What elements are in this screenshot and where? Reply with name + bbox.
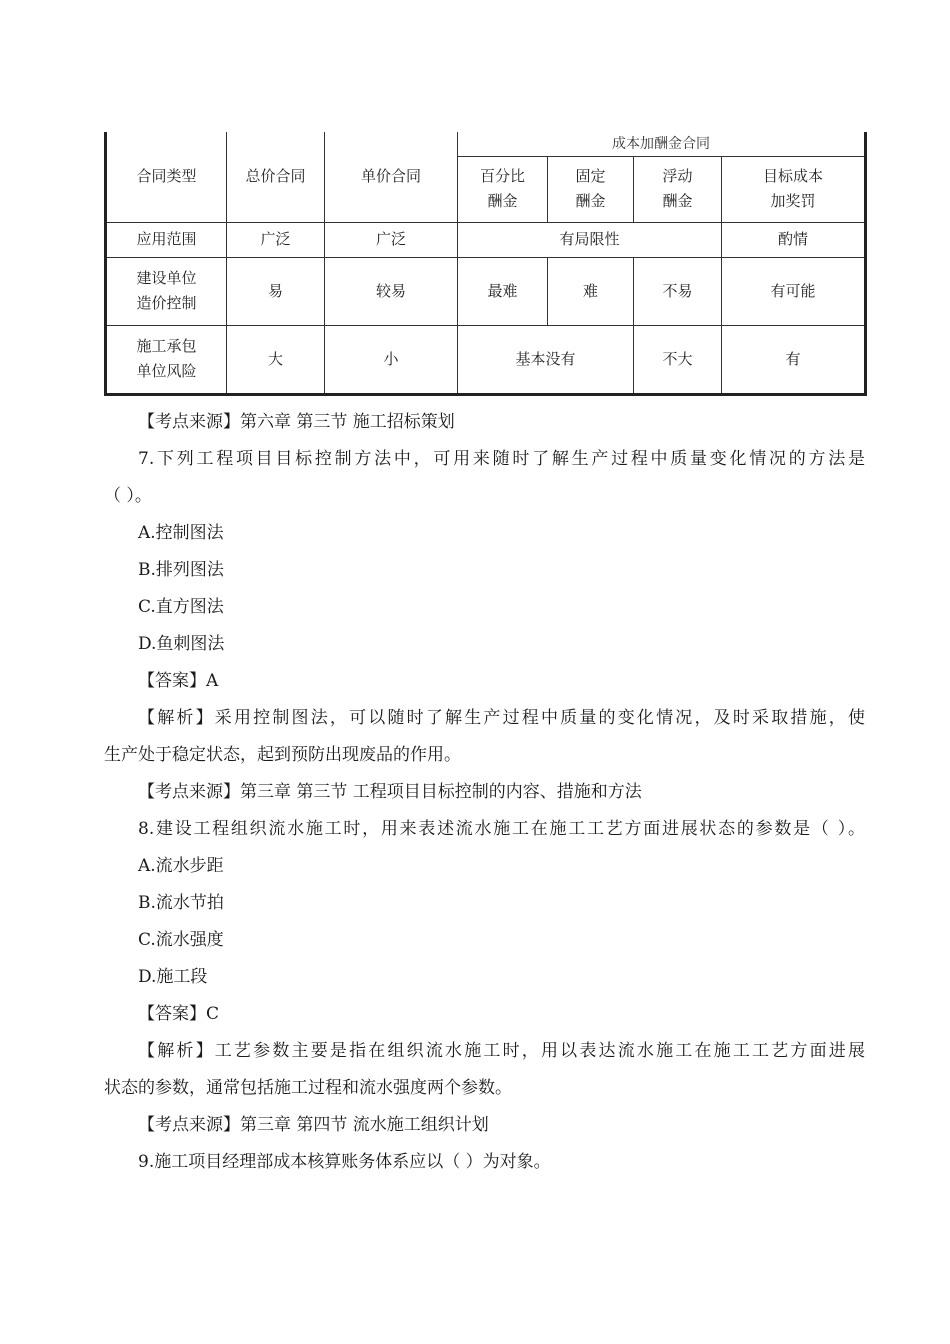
question-9: 9.施工项目经理部成本核算账务体系应以（ ）为对象。 [138,1152,551,1172]
cell: 不大 [634,325,722,394]
option-b: B.排列图法 [138,560,224,580]
option-c: C.直方图法 [138,597,224,617]
table-row [106,222,866,257]
question-8: 8.建设工程组织流水施工时，用来表述流水施工在施工工艺方面进展状态的参数是（ ）。 [138,819,865,839]
cell: 难 [548,257,634,325]
option-d: D.施工段 [138,967,208,987]
header-unit-price: 单价合同 [325,132,458,222]
cell: 不易 [634,257,722,325]
cell: 广泛 [227,222,325,257]
header-contract-type: 合同类型 [106,132,227,222]
question-7: 7.下列工程项目目标控制方法中，可用来随时了解生产过程中质量变化情况的方法是 [138,449,865,469]
option-d: D.鱼刺图法 [138,634,225,654]
explanation: 【解析】工艺参数主要是指在组织流水施工时，用以表达流水施工在施工工艺方面进展 [138,1041,865,1061]
explanation-cont: 生产处于稳定状态，起到预防出现废品的作用。 [104,745,461,765]
explanation: 【解析】采用控制图法，可以随时了解生产过程中质量的变化情况，及时采取措施，使 [138,708,865,728]
cell: 有 [722,325,866,394]
source-line: 【考点来源】第三章 第四节 流水施工组织计划 [138,1115,489,1135]
contract-comparison-table [104,132,867,396]
table-row [106,325,866,394]
cell: 小 [325,325,458,394]
option-b: B.流水节拍 [138,893,224,913]
cell: 大 [227,325,325,394]
row-label-scope: 应用范围 [106,222,227,257]
source-line: 【考点来源】第六章 第三节 施工招标策划 [138,412,455,432]
question-7-blank: （ ）。 [104,486,152,506]
option-a: A.控制图法 [138,523,224,543]
cell: 基本没有 [458,325,634,394]
row-label-cost-control: 建设单位 造价控制 [106,257,227,325]
source-line: 【考点来源】第三章 第三节 工程项目目标控制的内容、措施和方法 [138,782,642,802]
option-c: C.流水强度 [138,930,224,950]
cell: 广泛 [325,222,458,257]
cell: 较易 [325,257,458,325]
row-label-contractor-risk: 施工承包 单位风险 [106,325,227,394]
header-fixed-fee: 固定 酬金 [548,156,634,222]
option-a: A.流水步距 [138,856,224,876]
header-lump-sum: 总价合同 [227,132,325,222]
answer: 【答案】A [138,671,219,691]
header-cost-plus-group: 成本加酬金合同 [458,132,866,156]
header-target-cost: 目标成本 加奖罚 [722,156,866,222]
table-row [106,257,866,325]
cell: 易 [227,257,325,325]
cell: 最难 [458,257,548,325]
header-floating-fee: 浮动 酬金 [634,156,722,222]
header-percentage-fee: 百分比 酬金 [458,156,548,222]
cell: 酌情 [722,222,866,257]
cell: 有局限性 [458,222,722,257]
cell: 有可能 [722,257,866,325]
explanation-cont: 状态的参数，通常包括施工过程和流水强度两个参数。 [104,1078,512,1098]
answer: 【答案】C [138,1004,220,1024]
